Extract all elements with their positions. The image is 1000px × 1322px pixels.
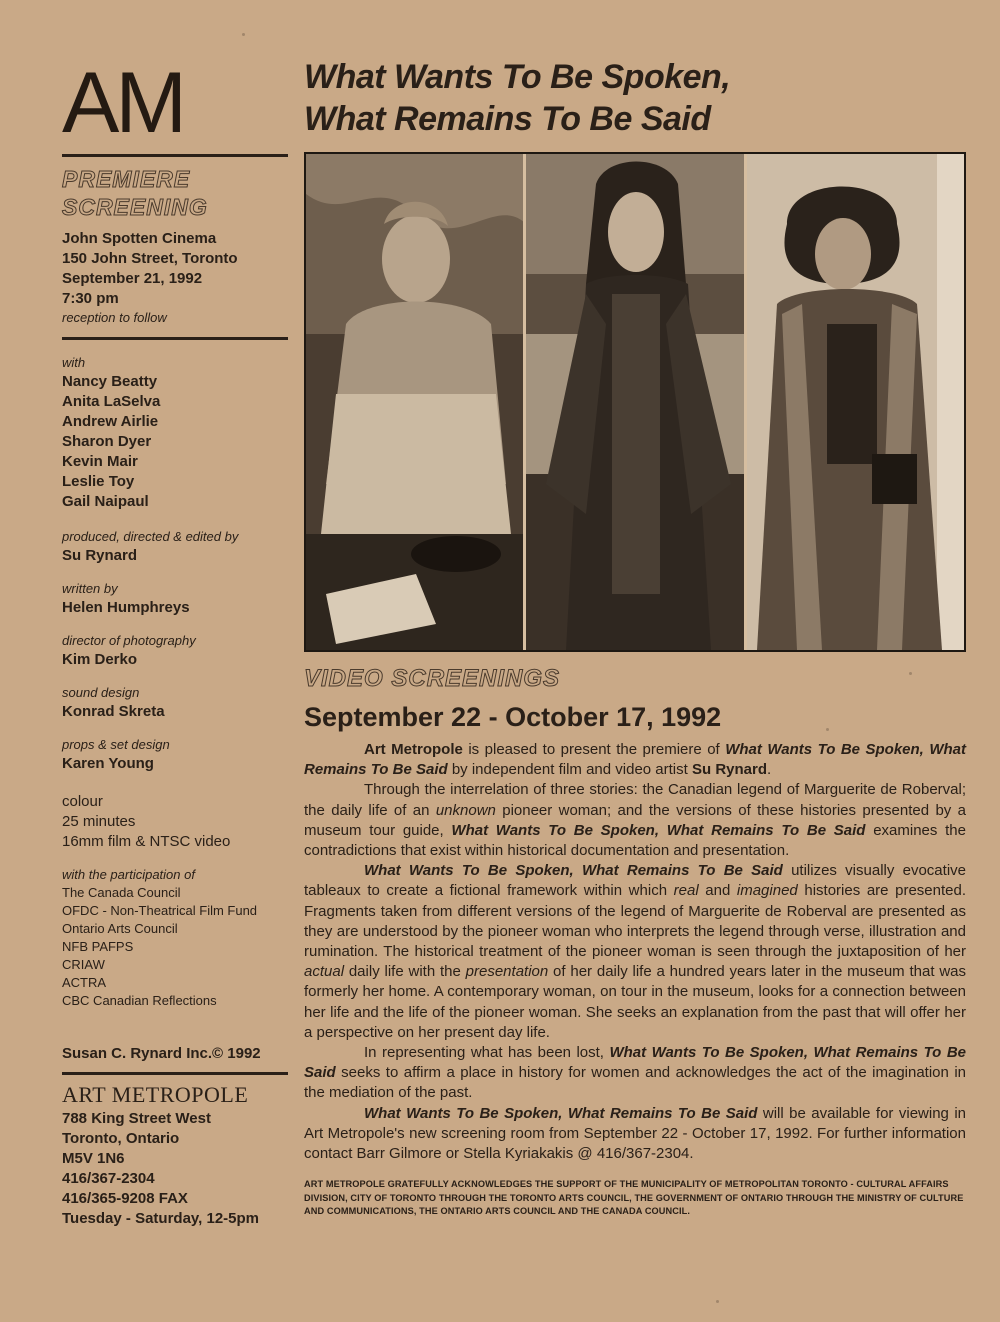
sponsor: ACTRA: [62, 975, 107, 990]
cast-member: Gail Naipaul: [62, 493, 149, 510]
cast-block: [62, 354, 288, 512]
cast-member: Nancy Beatty: [62, 373, 158, 390]
text: histories are presented. Fragments taken from different versions of the legend of Marguerite de Roberval are presented as they are understood by the pioneer woman who interprets the legend through verse, illustration and rumination. The historical treatment of the pioneer woman is seen through the juxtaposition of her: [304, 882, 966, 961]
phone: 416/367-2304: [62, 1170, 155, 1187]
participation-block: [62, 866, 288, 1010]
paper-speck: [242, 33, 245, 36]
credit-writer: [62, 580, 288, 618]
city: Toronto, Ontario: [62, 1130, 180, 1147]
divider: [62, 337, 288, 340]
emphasis: actual: [304, 963, 345, 981]
venue-name: John Spotten Cinema: [62, 230, 217, 247]
photo-marguerite-de-roberval: [523, 154, 743, 650]
info-sidebar: [62, 55, 288, 1229]
sponsor: CBC Canadian Reflections: [62, 993, 217, 1008]
cast-member: Kevin Mair: [62, 453, 138, 470]
sponsor: The Canada Council: [62, 885, 181, 900]
reception-note: reception to follow: [62, 310, 167, 325]
divider: [62, 1072, 288, 1075]
film-title-line-2: What Remains To Be Said: [304, 100, 711, 138]
postal-code: M5V 1N6: [62, 1150, 125, 1167]
film-title-ref: What Wants To Be Spoken, What Remains To Be Said: [451, 821, 866, 839]
paper-speck: [716, 1300, 719, 1303]
paragraph-1: [304, 740, 966, 780]
text: Through the interrelation of three stories: the Canadian legend of Marguerite de Roberval; the daily life of an: [304, 781, 966, 819]
paragraph-5: [304, 1104, 966, 1165]
text: daily life with the: [344, 963, 466, 981]
paragraph-2: [304, 780, 966, 861]
photo-museum-tour-guide: [744, 154, 964, 650]
sponsor: OFDC - Non-Theatrical Film Fund: [62, 903, 258, 918]
screening-dates: September 22 - October 17, 1992: [304, 702, 722, 732]
text: seeks to affirm a place in history for women and acknowledges the act of the imagination in the mediation of the past.: [304, 1064, 966, 1102]
emphasis: presentation: [465, 963, 549, 981]
text: will be available for viewing in Art Metropole's new screening room from September 22 - October 17, 1992. For further information contact Barr Gilmore or Stella Kyriakakis @ 416/367-2304.: [304, 1104, 966, 1163]
credit-sound: [62, 684, 288, 722]
street: 788 King Street West: [62, 1110, 211, 1127]
video-screenings-heading: VIDEO SCREENINGS: [304, 665, 561, 692]
spec-colour: colour: [62, 793, 103, 810]
spec-length: 25 minutes: [62, 813, 136, 830]
art-metropole-contact: [62, 1109, 288, 1229]
marguerite-image: [526, 154, 743, 650]
divider: [62, 154, 288, 157]
credit-props: [62, 736, 288, 774]
sponsor: CRIAW: [62, 957, 105, 972]
text: and: [698, 882, 737, 900]
text: utilizes visually evocative tableaux to create a fictional framework within which: [304, 862, 966, 900]
tour-guide-image: [747, 154, 964, 650]
venue-block: [62, 229, 288, 327]
credit-role: sound design: [62, 685, 140, 700]
hours: Tuesday - Saturday, 12-5pm: [62, 1210, 260, 1227]
credit-name: Su Rynard: [62, 547, 138, 564]
credit-role: props & set design: [62, 737, 170, 752]
credit-role: director of photography: [62, 633, 196, 648]
artist-name: Su Rynard: [691, 761, 767, 779]
acknowledgement: ART METROPOLE GRATEFULLY ACKNOWLEDGES THE SUPPORT OF THE MUNICIPALITY OF METROPOLITAN TORONTO - CULTURAL AFFAIRS DIVISION, CITY OF TORONTO THROUGH THE TORONTO ARTS COUNCIL, THE GOVERNMENT OF ONTARIO THROUGH THE MINISTRY OF CULTURE AND COMMUNICATIONS, THE ONTARIO ARTS COUNCIL AND THE CANADA COUNCIL.: [304, 1179, 964, 1217]
pioneer-woman-image: [306, 154, 523, 650]
text: In representing what has been lost,: [364, 1044, 610, 1062]
photo-pioneer-woman: [306, 154, 523, 650]
art-metropole-name: ART METROPOLE: [62, 1082, 249, 1107]
spec-format: 16mm film & NTSC video: [62, 833, 231, 850]
sponsor: NFB PAFPS: [62, 939, 134, 954]
credit-name: Kim Derko: [62, 651, 138, 668]
film-title-ref: What Wants To Be Spoken, What Remains To Be Said: [364, 862, 783, 880]
paragraph-3: [304, 861, 966, 1043]
credit-role: produced, directed & edited by: [62, 529, 239, 544]
emphasis: imagined: [736, 882, 798, 900]
film-title-ref: What Wants To Be Spoken, What Remains To Be Said: [364, 1104, 758, 1122]
credit-name: Konrad Skreta: [62, 703, 165, 720]
cast-member: Sharon Dyer: [62, 433, 152, 450]
text: examines the contradictions that exist within historical documentation and presentation.: [304, 821, 966, 860]
screening-time: 7:30 pm: [62, 290, 119, 307]
cast-member: Anita LaSelva: [62, 393, 161, 410]
description: [304, 740, 966, 1164]
emphasis: real: [673, 882, 699, 900]
film-title-line-1: What Wants To Be Spoken,: [304, 58, 731, 96]
film-title-ref: What Wants To Be Spoken, What Remains To Be Said: [304, 1044, 966, 1082]
text: is pleased to present the premiere of: [462, 741, 726, 758]
photo-triptych: [304, 152, 966, 652]
film-specs: [62, 792, 288, 852]
cast-member: Andrew Airlie: [62, 413, 159, 430]
film-title-ref: What Wants To Be Spoken, What Remains To Be Said: [304, 741, 967, 779]
credit-dop: [62, 632, 288, 670]
emphasis: unknown: [435, 801, 496, 819]
org-name: Art Metropole: [364, 741, 463, 758]
copyright: Susan C. Rynard Inc.© 1992: [62, 1045, 261, 1062]
sponsor: Ontario Arts Council: [62, 921, 178, 936]
text: pioneer woman; and the versions of these histories presented by a museum tour guide,: [304, 801, 966, 839]
premiere-heading-1: PREMIERE: [62, 166, 191, 192]
credit-role: written by: [62, 581, 118, 596]
credit-name: Karen Young: [62, 755, 154, 772]
am-logo: AM: [62, 55, 183, 151]
paragraph-4: [304, 1043, 966, 1104]
credit-name: Helen Humphreys: [62, 599, 190, 616]
text: by independent film and video artist: [447, 761, 692, 779]
cast-label: with: [62, 355, 86, 370]
cast-member: Leslie Toy: [62, 473, 135, 490]
text: of her daily life a hundred years later in the museum that was formerly her home. A contemporary woman, on tour in the museum, looks for a connection between her life and the life of the pioneer woman. She seeks an explanation from the past that will offer her a perspective on her present day life.: [304, 963, 966, 1041]
venue-address: 150 John Street, Toronto: [62, 250, 238, 267]
screening-date: September 21, 1992: [62, 270, 203, 287]
text: .: [767, 761, 772, 779]
main-content: [304, 56, 966, 1219]
participation-label: with the participation of: [62, 867, 195, 882]
premiere-heading-2: SCREENING: [62, 194, 208, 220]
fax: 416/365-9208 FAX: [62, 1190, 188, 1207]
credit-producer: [62, 528, 288, 566]
